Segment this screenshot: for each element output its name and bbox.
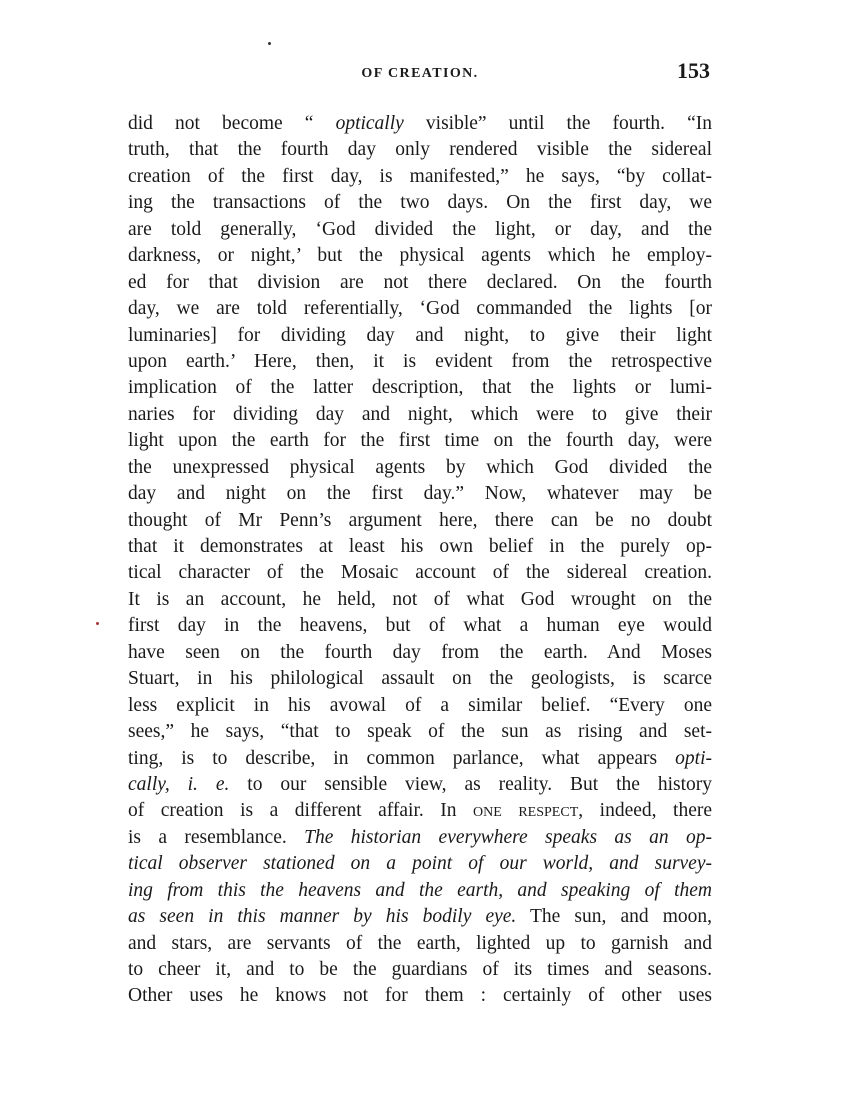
text-line xyxy=(128,375,712,401)
text-segment: is a resemblance. xyxy=(128,826,305,848)
text-segment: are told generally, ‘God divided the light, or day, and the xyxy=(128,218,712,240)
text-segment: to cheer it, and to be the guardians of its times and seasons. xyxy=(128,959,712,980)
italic-text: as seen in this manner by his bodily eye. xyxy=(128,906,517,928)
text-segment: the unexpressed physical agents by which God divided the xyxy=(128,456,712,478)
text-segment: darkness, or night,’ but the physical agents which he employ- xyxy=(128,245,712,267)
text-line xyxy=(128,217,712,243)
text-segment: of creation is a different affair. In xyxy=(128,800,474,822)
text-segment: , indeed, there xyxy=(578,800,712,822)
ink-speck xyxy=(96,622,99,625)
text-line xyxy=(128,957,712,983)
text-line xyxy=(128,323,712,349)
text-segment: ing the transactions of the two days. On the first day, we xyxy=(128,192,712,214)
text-line xyxy=(128,931,712,957)
ink-speck xyxy=(268,42,271,45)
text-line xyxy=(128,613,712,639)
text-line xyxy=(128,402,712,428)
text-segment: The sun, and moon, xyxy=(516,906,712,928)
text-segment: first day in the heavens, but of what a human eye would xyxy=(128,615,712,637)
text-segment: to our sensible view, as reality. But the history xyxy=(229,773,712,795)
text-segment: have seen on the fourth day from the earth. And Moses xyxy=(128,641,712,663)
text-segment: luminaries] for dividing day and night, to give their light xyxy=(128,324,712,346)
text-segment: upon earth.’ Here, then, it is evident from the retrospective xyxy=(128,350,712,372)
text-line xyxy=(128,508,712,534)
text-line xyxy=(128,904,712,930)
text-line xyxy=(128,560,712,586)
text-segment: naries for dividing day and night, which were to give their xyxy=(128,403,712,425)
text-line xyxy=(128,534,712,560)
text-line xyxy=(128,455,712,481)
italic-text: tical observer stationed on a point of our world, and survey- xyxy=(128,853,712,875)
page-number: 153 xyxy=(677,58,710,83)
text-segment: implication of the latter description, that the lights or lumi- xyxy=(128,377,712,399)
text-line xyxy=(128,772,712,798)
text-segment: Stuart, in his philological assault on the geologists, is scarce xyxy=(128,668,712,690)
text-line xyxy=(128,719,712,745)
text-line xyxy=(128,878,712,904)
text-segment: tical character of the Mosaic account of the sidereal creation. xyxy=(128,562,712,584)
text-line xyxy=(128,270,712,296)
body-text xyxy=(128,111,712,1010)
text-line xyxy=(128,746,712,772)
text-line xyxy=(128,296,712,322)
text-segment: that it demonstrates at least his own belief in the purely op- xyxy=(128,536,712,557)
text-segment: day, we are told referentially, ‘God commanded the lights [or xyxy=(128,298,712,320)
page-header xyxy=(130,58,710,90)
text-segment: visible” until the fourth. “In xyxy=(403,113,712,134)
text-line xyxy=(128,481,712,507)
text-line xyxy=(128,137,712,163)
text-segment: It is an account, he held, not of what God wrought on the xyxy=(128,588,712,610)
text-line xyxy=(128,111,712,137)
text-segment: ed for that division are not there declared. On the fourth xyxy=(128,271,712,293)
text-line xyxy=(128,349,712,375)
text-line xyxy=(128,243,712,269)
running-head: OF CREATION. xyxy=(361,66,479,81)
text-line xyxy=(128,587,712,613)
text-segment: sees,” he says, “that to speak of the sun as rising and set- xyxy=(128,721,712,743)
text-segment: day and night on the first day.” Now, whatever may be xyxy=(128,483,712,505)
text-segment: ting, is to describe, in common parlance, what appears xyxy=(128,747,676,769)
italic-text: ing from this the heavens and the earth, and speaking of them xyxy=(128,879,712,901)
text-segment: truth, that the fourth day only rendered visible the sidereal xyxy=(128,139,712,161)
text-line xyxy=(128,798,712,824)
text-segment: light upon the earth for the first time on the fourth day, were xyxy=(128,430,712,452)
text-segment: and stars, are servants of the earth, lighted up to garnish and xyxy=(128,932,712,954)
text-line xyxy=(128,983,712,1009)
text-line xyxy=(128,640,712,666)
italic-text: optically xyxy=(335,113,404,134)
text-segment: creation of the first day, is manifested,” he says, “by collat- xyxy=(128,165,712,187)
italic-text: cally, i. e. xyxy=(128,773,230,795)
italic-text: The historian everywhere speaks as an op- xyxy=(304,826,712,848)
text-segment: did not become “ xyxy=(128,113,336,134)
italic-text: opti- xyxy=(675,747,712,769)
text-line xyxy=(128,164,712,190)
text-line xyxy=(128,825,712,851)
text-line xyxy=(128,666,712,692)
text-segment: thought of Mr Penn’s argument here, there can be no doubt xyxy=(128,509,712,531)
text-segment: less explicit in his avowal of a similar belief. “Every one xyxy=(128,694,712,716)
text-line xyxy=(128,428,712,454)
text-line xyxy=(128,190,712,216)
text-segment: Other uses he knows not for them : certainly of other uses xyxy=(128,985,712,1007)
small-caps-text: one respect xyxy=(473,800,579,822)
text-line xyxy=(128,851,712,877)
text-line xyxy=(128,693,712,719)
